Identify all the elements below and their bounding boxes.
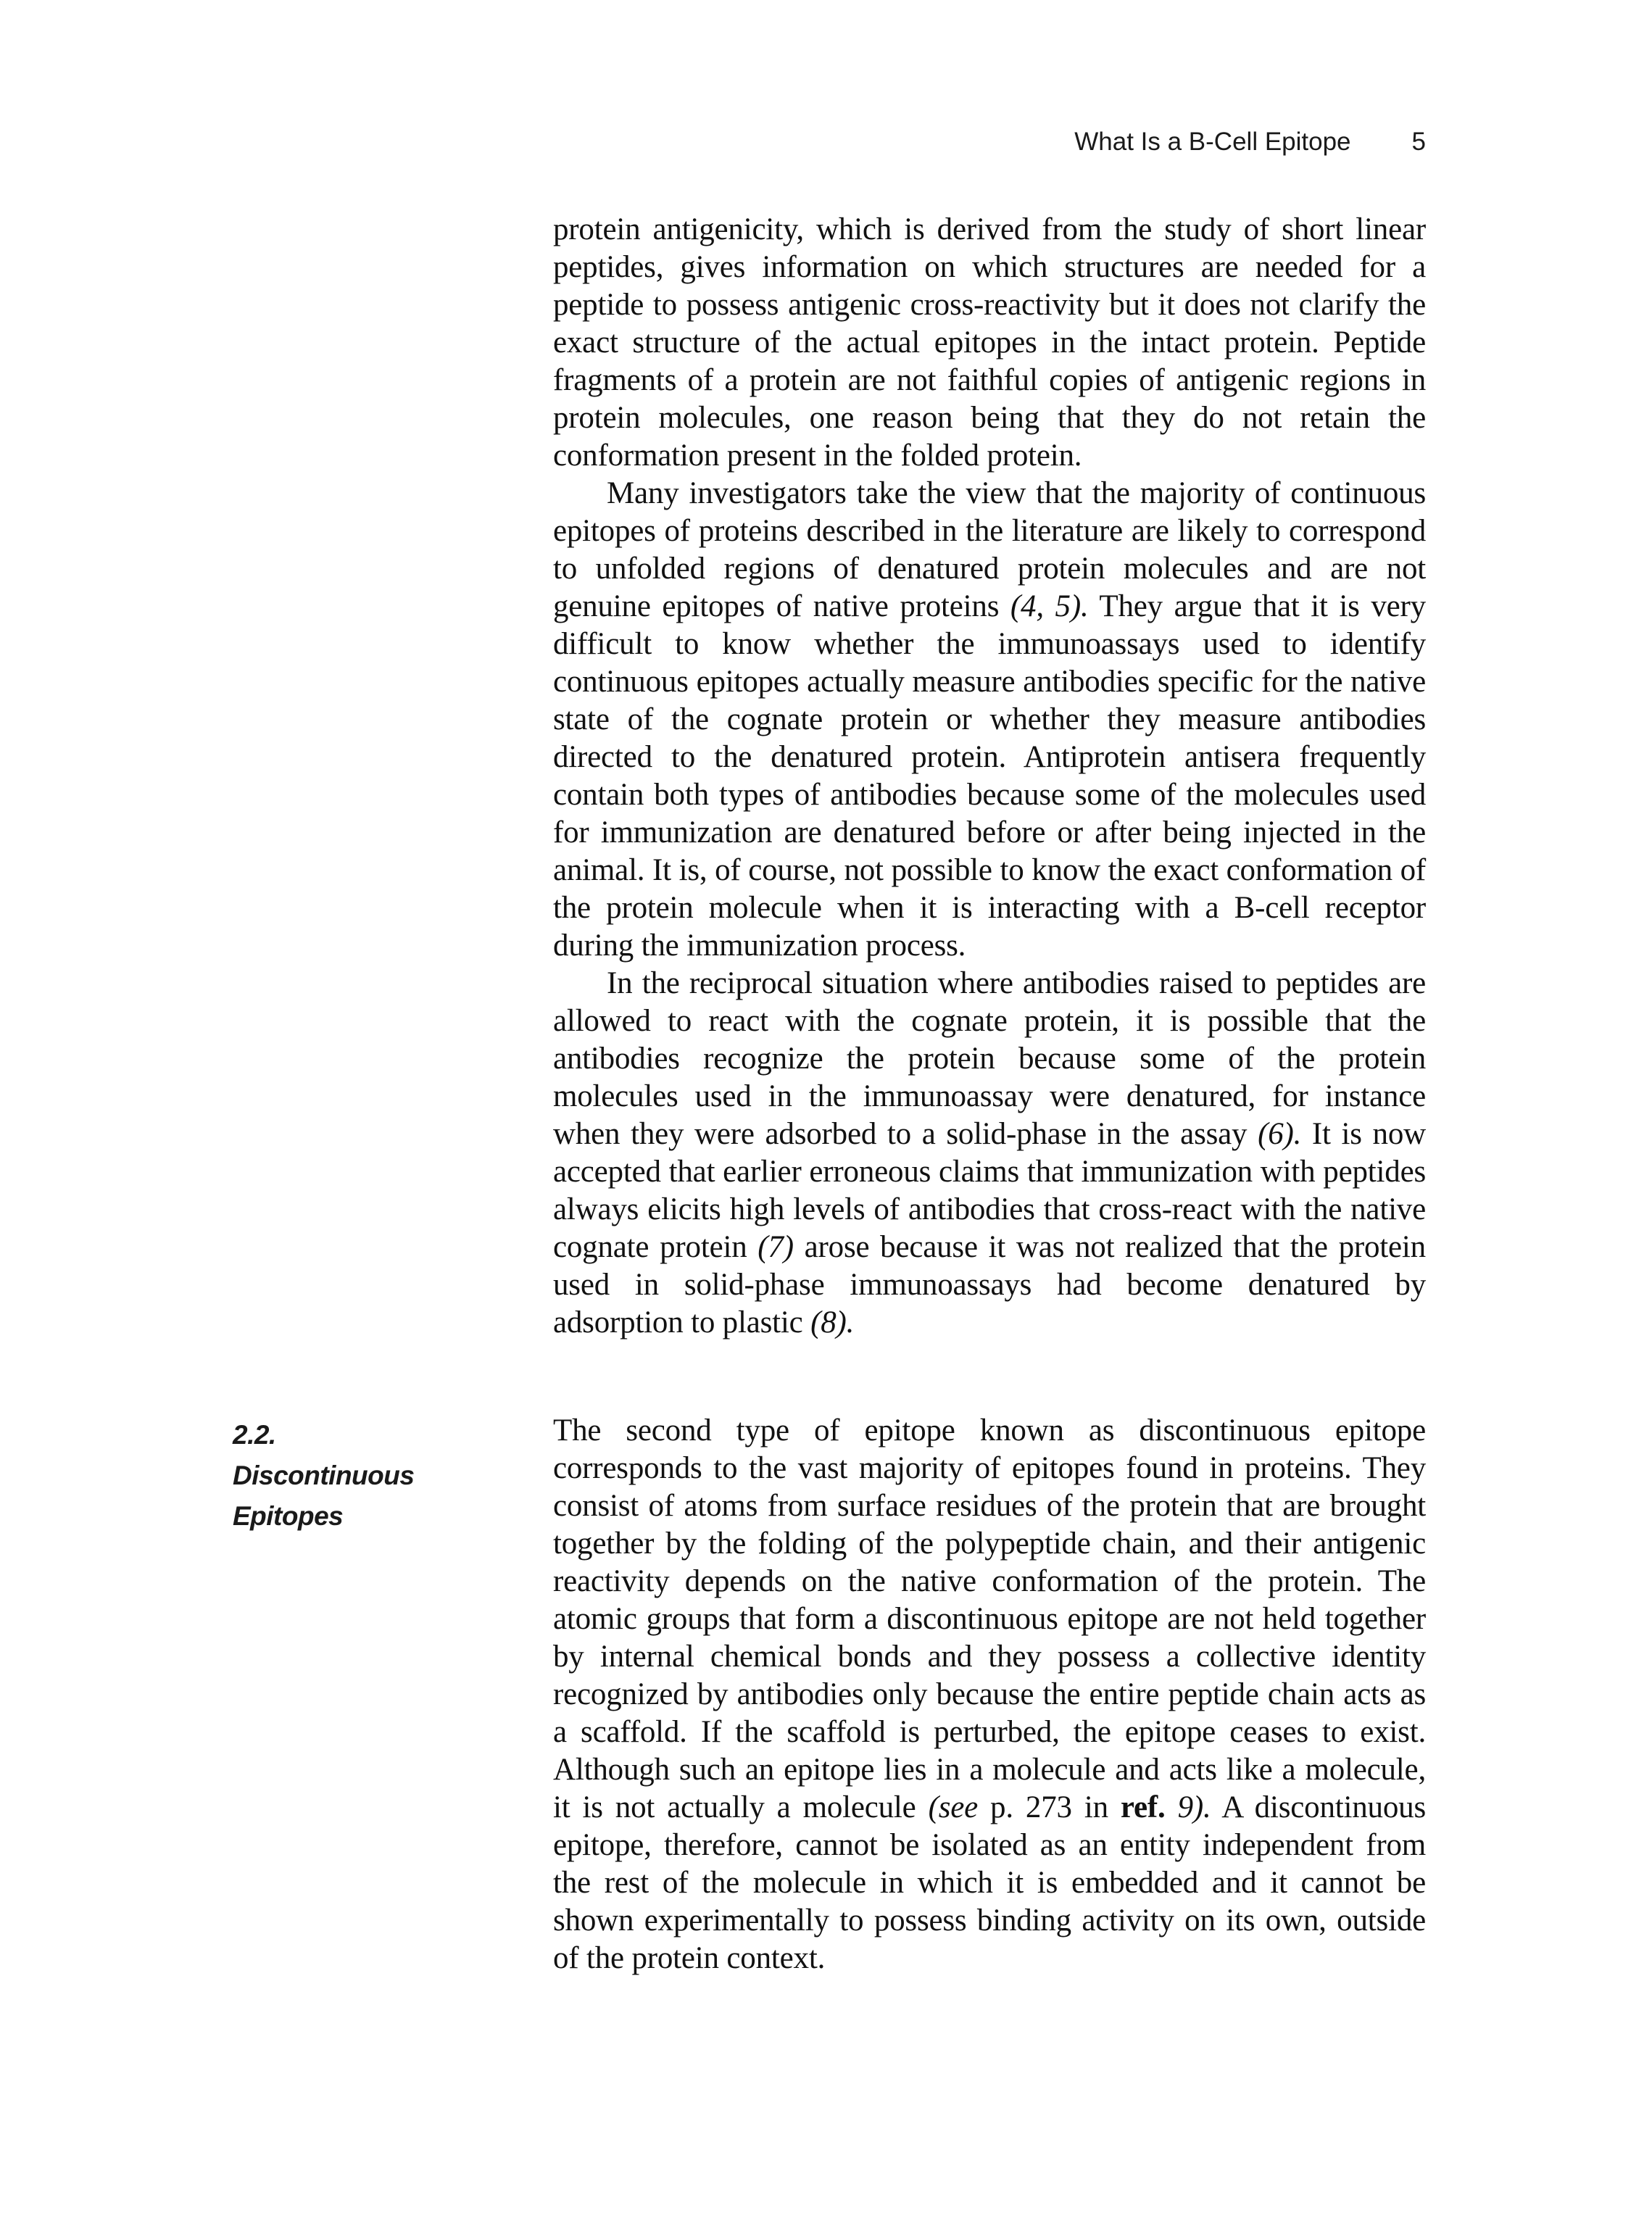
paragraph-4-text-b: A discontinuous epitope, therefore, cannot be isolated as an entity independent from the rest of the molecule in which it is embedded and it cannot be shown experimentally to possess binding activity on its own, outside of the protein context. xyxy=(553,1790,1426,1975)
citation-9-see: see xyxy=(938,1790,979,1824)
paragraph-4-text-a: The second type of epitope known as discontinuous epitope corresponds to the vast majority of epitopes found in proteins. They consist of atoms from surface residues of the protein that are brought together by the folding of the polypeptide chain, and their antigenic reactivity depends on the native conformation of the protein. The atomic groups that form a discontinuous epitope are not held together by internal chemical bonds and they possess a collective identity recognized by antibodies only because the entire peptide chain acts as a scaffold. If the scaffold is perturbed, the epitope ceases to exist. Although such an epitope lies in a molecule and acts like a molecule, it is not actually a molecule xyxy=(553,1413,1426,1824)
paragraph-2-text-a: Many investigators take the view that the majority of continuous epitopes of proteins described in the literature are likely to correspond to unfolded regions of denatured protein molecules and are not genuine epitopes of native proteins xyxy=(553,476,1426,623)
section-heading xyxy=(233,1415,472,1537)
citation-7: (7) xyxy=(757,1230,794,1264)
citation-9-open: ( xyxy=(928,1790,939,1824)
running-head-title: What Is a B-Cell Epitope xyxy=(1074,128,1351,156)
section-number: 2.2. xyxy=(233,1420,276,1450)
running-head xyxy=(1074,128,1426,157)
paragraph-3-text-b: It is now accepted that earlier erroneous claims that immunization with peptides always elicits high levels of antibodies that cross-react with the native cognate protein xyxy=(553,1117,1426,1264)
paragraph-4 xyxy=(553,1412,1426,1977)
citation-6: (6). xyxy=(1258,1117,1302,1151)
citation-4-5: (4, 5). xyxy=(1010,589,1089,623)
paragraph-3-text-c: arose because it was not realized that the protein used in solid-phase immunoassays had become denatured by adsorption to plastic xyxy=(553,1230,1426,1340)
paragraph-2 xyxy=(553,475,1426,965)
body-text-top xyxy=(553,211,1426,1342)
citation-8: (8). xyxy=(810,1305,855,1340)
citation-9-page: p. 273 in xyxy=(978,1790,1121,1824)
section-title-line-1: Discontinuous xyxy=(233,1461,415,1490)
section-heading-line-1 xyxy=(233,1415,472,1496)
citation-9-ref: ref. xyxy=(1120,1790,1166,1824)
paragraph-1: protein antigenicity, which is derived from the study of short linear peptides, gives information on which structures are needed for a peptide to possess antigenic cross-reactivity but it does not clarify the exact structure of the actual epitopes in the intact protein. Peptide fragments of a protein are not faithful copies of antigenic regions in protein molecules, one reason being that they do not retain the conformation present in the folded protein. xyxy=(553,212,1426,473)
paragraph-2-text-b: They argue that it is very difficult to know whether the immunoassays used to identify continuous epitopes actually measure antibodies specific for the native state of the cognate protein or whether they measure antibodies directed to the denatured protein. Antiprotein antisera frequently contain both types of antibodies because some of the molecules used for immunization are denatured before or after being injected in the animal. It is, of course, not possible to know the exact conformation of the protein molecule when it is interacting with a B-cell receptor during the immunization process. xyxy=(553,589,1426,963)
citation-9-close: 9). xyxy=(1165,1790,1211,1824)
paragraph-3-text-a: In the reciprocal situation where antibodies raised to peptides are allowed to react with the cognate protein, it is possible that the antibodies recognize the protein because some of the protein molecules used in the immunoassay were denatured, for instance when they were adsorbed to a solid-phase in the assay xyxy=(553,966,1426,1151)
body-text-bottom xyxy=(553,1412,1426,1977)
section-title-line-2: Epitopes xyxy=(233,1501,344,1531)
page-number: 5 xyxy=(1411,128,1426,156)
paragraph-3 xyxy=(553,965,1426,1342)
